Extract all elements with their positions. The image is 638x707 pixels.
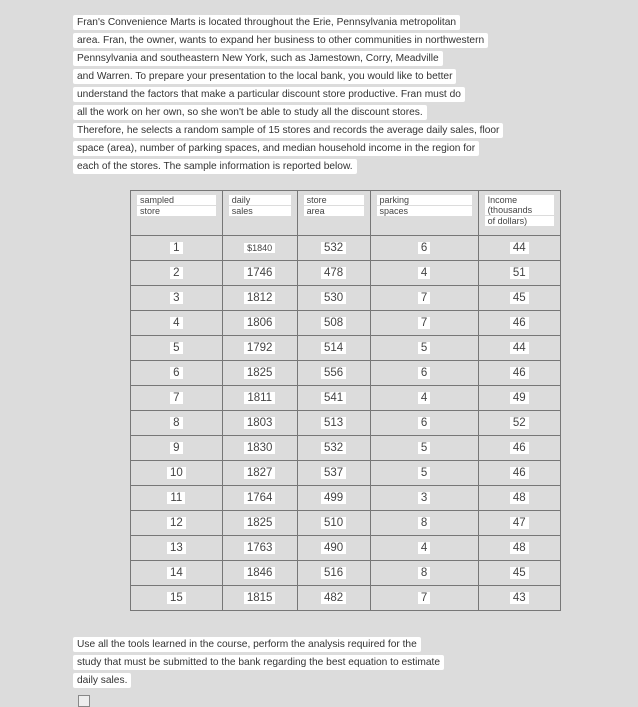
table-cell <box>370 461 478 486</box>
table-cell <box>370 511 478 536</box>
text-line: Fran's Convenience Marts is located throughout the Erie, Pennsylvania metropolitan <box>73 15 460 30</box>
header-text: spaces <box>377 206 472 216</box>
table-cell <box>297 311 370 336</box>
cell-value: 48 <box>510 542 529 554</box>
table-cell <box>370 436 478 461</box>
cell-value: 3 <box>418 492 430 504</box>
header-text: sales <box>229 206 291 216</box>
table-cell <box>370 411 478 436</box>
table-row <box>131 386 561 411</box>
column-header <box>222 191 297 236</box>
table-cell <box>370 386 478 411</box>
table-cell <box>222 586 297 611</box>
cell-value: 10 <box>167 467 186 479</box>
cell-value: 47 <box>510 517 529 529</box>
table-cell <box>131 461 223 486</box>
text-line: and Warren. To prepare your presentation to the local bank, you would like to better <box>73 69 456 84</box>
cell-value: 44 <box>510 242 529 254</box>
cell-value: 1825 <box>244 517 276 529</box>
cell-value: 1746 <box>244 267 276 279</box>
cell-value: 43 <box>510 592 529 604</box>
header-text: store <box>304 195 364 205</box>
table-row <box>131 486 561 511</box>
column-header <box>297 191 370 236</box>
header-text: of dollars) <box>485 216 554 226</box>
table-cell <box>131 336 223 361</box>
table-cell <box>297 261 370 286</box>
cell-value: 1827 <box>244 467 276 479</box>
cell-value: 46 <box>510 442 529 454</box>
cell-value: $1840 <box>244 243 275 253</box>
cell-value: 5 <box>418 342 430 354</box>
table-cell <box>478 286 560 311</box>
table-cell <box>222 361 297 386</box>
cell-value: 6 <box>418 417 430 429</box>
table-cell <box>370 536 478 561</box>
table-row <box>131 311 561 336</box>
table-cell <box>131 311 223 336</box>
cell-value: 6 <box>418 242 430 254</box>
cell-value: 46 <box>510 467 529 479</box>
store-data-table <box>130 190 561 611</box>
table-cell <box>222 336 297 361</box>
table-row <box>131 336 561 361</box>
text-line: Use all the tools learned in the course, perform the analysis required for the <box>73 637 421 652</box>
table-cell <box>222 411 297 436</box>
header-text: Income (thousands <box>485 195 554 215</box>
text-line: Therefore, he selects a random sample of 15 stores and records the average daily sales, floor <box>73 123 503 138</box>
cell-value: 1764 <box>244 492 276 504</box>
question-text <box>73 637 444 691</box>
table-cell <box>131 511 223 536</box>
cell-value: 490 <box>321 542 346 554</box>
table-cell <box>131 561 223 586</box>
cell-value: 530 <box>321 292 346 304</box>
cell-value: 48 <box>510 492 529 504</box>
cell-value: 7 <box>418 292 430 304</box>
cell-value: 510 <box>321 517 346 529</box>
cell-value: 4 <box>170 317 182 329</box>
cell-value: 1846 <box>244 567 276 579</box>
table-cell <box>370 286 478 311</box>
cell-value: 9 <box>170 442 182 454</box>
cell-value: 46 <box>510 317 529 329</box>
table-row <box>131 461 561 486</box>
table-cell <box>370 561 478 586</box>
table-row <box>131 561 561 586</box>
cell-value: 478 <box>321 267 346 279</box>
cell-value: 52 <box>510 417 529 429</box>
table-cell <box>370 311 478 336</box>
cell-value: 8 <box>170 417 182 429</box>
header-text: sampled <box>137 195 216 205</box>
cell-value: 2 <box>170 267 182 279</box>
table-cell <box>478 486 560 511</box>
table-cell <box>297 436 370 461</box>
cell-value: 5 <box>418 442 430 454</box>
cell-value: 1825 <box>244 367 276 379</box>
column-header <box>131 191 223 236</box>
table-cell <box>222 486 297 511</box>
table-cell <box>478 461 560 486</box>
column-header <box>478 191 560 236</box>
cell-value: 49 <box>510 392 529 404</box>
table-cell <box>131 486 223 511</box>
cell-value: 513 <box>321 417 346 429</box>
table-cell <box>297 561 370 586</box>
cell-value: 6 <box>170 367 182 379</box>
table-cell <box>222 236 297 261</box>
table-cell <box>131 236 223 261</box>
header-text: store <box>137 206 216 216</box>
cell-value: 1803 <box>244 417 276 429</box>
text-line: daily sales. <box>73 673 131 688</box>
table-cell <box>478 411 560 436</box>
answer-checkbox[interactable] <box>78 695 90 707</box>
table-cell <box>478 336 560 361</box>
table-cell <box>297 361 370 386</box>
cell-value: 1763 <box>244 542 276 554</box>
table-cell <box>222 511 297 536</box>
cell-value: 1792 <box>244 342 276 354</box>
cell-value: 6 <box>418 367 430 379</box>
cell-value: 14 <box>167 567 186 579</box>
cell-value: 8 <box>418 567 430 579</box>
cell-value: 15 <box>167 592 186 604</box>
table-row <box>131 436 561 461</box>
table-cell <box>297 236 370 261</box>
table-cell <box>478 361 560 386</box>
cell-value: 4 <box>418 542 430 554</box>
table-cell <box>478 261 560 286</box>
cell-value: 7 <box>418 317 430 329</box>
cell-value: 44 <box>510 342 529 354</box>
column-header <box>370 191 478 236</box>
table-row <box>131 586 561 611</box>
table-cell <box>222 436 297 461</box>
table-cell <box>370 261 478 286</box>
table-cell <box>222 311 297 336</box>
table-cell <box>478 536 560 561</box>
table-row <box>131 261 561 286</box>
cell-value: 556 <box>321 367 346 379</box>
text-line: Pennsylvania and southeastern New York, such as Jamestown, Corry, Meadville <box>73 51 443 66</box>
cell-value: 46 <box>510 367 529 379</box>
text-line: space (area), number of parking spaces, and median household income in the region for <box>73 141 479 156</box>
table-cell <box>131 586 223 611</box>
table-cell <box>222 536 297 561</box>
table-cell <box>297 386 370 411</box>
problem-description <box>73 15 503 177</box>
table-cell <box>478 561 560 586</box>
cell-value: 516 <box>321 567 346 579</box>
table-cell <box>370 336 478 361</box>
table-cell <box>131 411 223 436</box>
table-cell <box>297 586 370 611</box>
cell-value: 1 <box>170 242 182 254</box>
text-line: each of the stores. The sample information is reported below. <box>73 159 357 174</box>
table-cell <box>222 286 297 311</box>
table-cell <box>297 336 370 361</box>
cell-value: 7 <box>170 392 182 404</box>
cell-value: 532 <box>321 442 346 454</box>
table-cell <box>131 436 223 461</box>
text-line: understand the factors that make a particular discount store productive. Fran must do <box>73 87 465 102</box>
table-cell <box>478 386 560 411</box>
table-cell <box>297 511 370 536</box>
text-line: study that must be submitted to the bank regarding the best equation to estimate <box>73 655 444 670</box>
cell-value: 1815 <box>244 592 276 604</box>
table-cell <box>478 586 560 611</box>
header-text: parking <box>377 195 472 205</box>
table-cell <box>370 586 478 611</box>
table-row <box>131 236 561 261</box>
table-cell <box>222 386 297 411</box>
cell-value: 12 <box>167 517 186 529</box>
cell-value: 45 <box>510 567 529 579</box>
cell-value: 3 <box>170 292 182 304</box>
cell-value: 8 <box>418 517 430 529</box>
cell-value: 7 <box>418 592 430 604</box>
table-row <box>131 411 561 436</box>
table-cell <box>131 261 223 286</box>
cell-value: 1811 <box>244 392 275 404</box>
cell-value: 45 <box>510 292 529 304</box>
table-row <box>131 511 561 536</box>
cell-value: 4 <box>418 267 430 279</box>
table-cell <box>222 461 297 486</box>
table-cell <box>478 436 560 461</box>
table-cell <box>131 361 223 386</box>
table-cell <box>370 361 478 386</box>
cell-value: 5 <box>170 342 182 354</box>
text-line: all the work on her own, so she won't be able to study all the discount stores. <box>73 105 427 120</box>
table-row <box>131 286 561 311</box>
cell-value: 508 <box>321 317 346 329</box>
table-row <box>131 536 561 561</box>
cell-value: 537 <box>321 467 346 479</box>
table-cell <box>370 236 478 261</box>
cell-value: 1806 <box>244 317 276 329</box>
header-text: area <box>304 206 364 216</box>
table-cell <box>297 536 370 561</box>
cell-value: 1812 <box>244 292 276 304</box>
cell-value: 5 <box>418 467 430 479</box>
cell-value: 482 <box>321 592 346 604</box>
cell-value: 514 <box>321 342 346 354</box>
table-cell <box>222 561 297 586</box>
cell-value: 1830 <box>244 442 276 454</box>
header-text: daily <box>229 195 291 205</box>
table-cell <box>297 486 370 511</box>
table-cell <box>370 486 478 511</box>
text-line: area. Fran, the owner, wants to expand her business to other communities in northwestern <box>73 33 488 48</box>
cell-value: 4 <box>418 392 430 404</box>
cell-value: 499 <box>321 492 346 504</box>
table-cell <box>297 411 370 436</box>
table-cell <box>297 286 370 311</box>
cell-value: 13 <box>167 542 186 554</box>
cell-value: 532 <box>321 242 346 254</box>
table-cell <box>131 286 223 311</box>
table-cell <box>131 536 223 561</box>
table-row <box>131 361 561 386</box>
table-cell <box>478 236 560 261</box>
cell-value: 51 <box>510 267 529 279</box>
table-cell <box>478 311 560 336</box>
table-cell <box>222 261 297 286</box>
table-cell <box>478 511 560 536</box>
table-cell <box>297 461 370 486</box>
cell-value: 541 <box>321 392 346 404</box>
table-cell <box>131 386 223 411</box>
cell-value: 11 <box>167 492 185 504</box>
